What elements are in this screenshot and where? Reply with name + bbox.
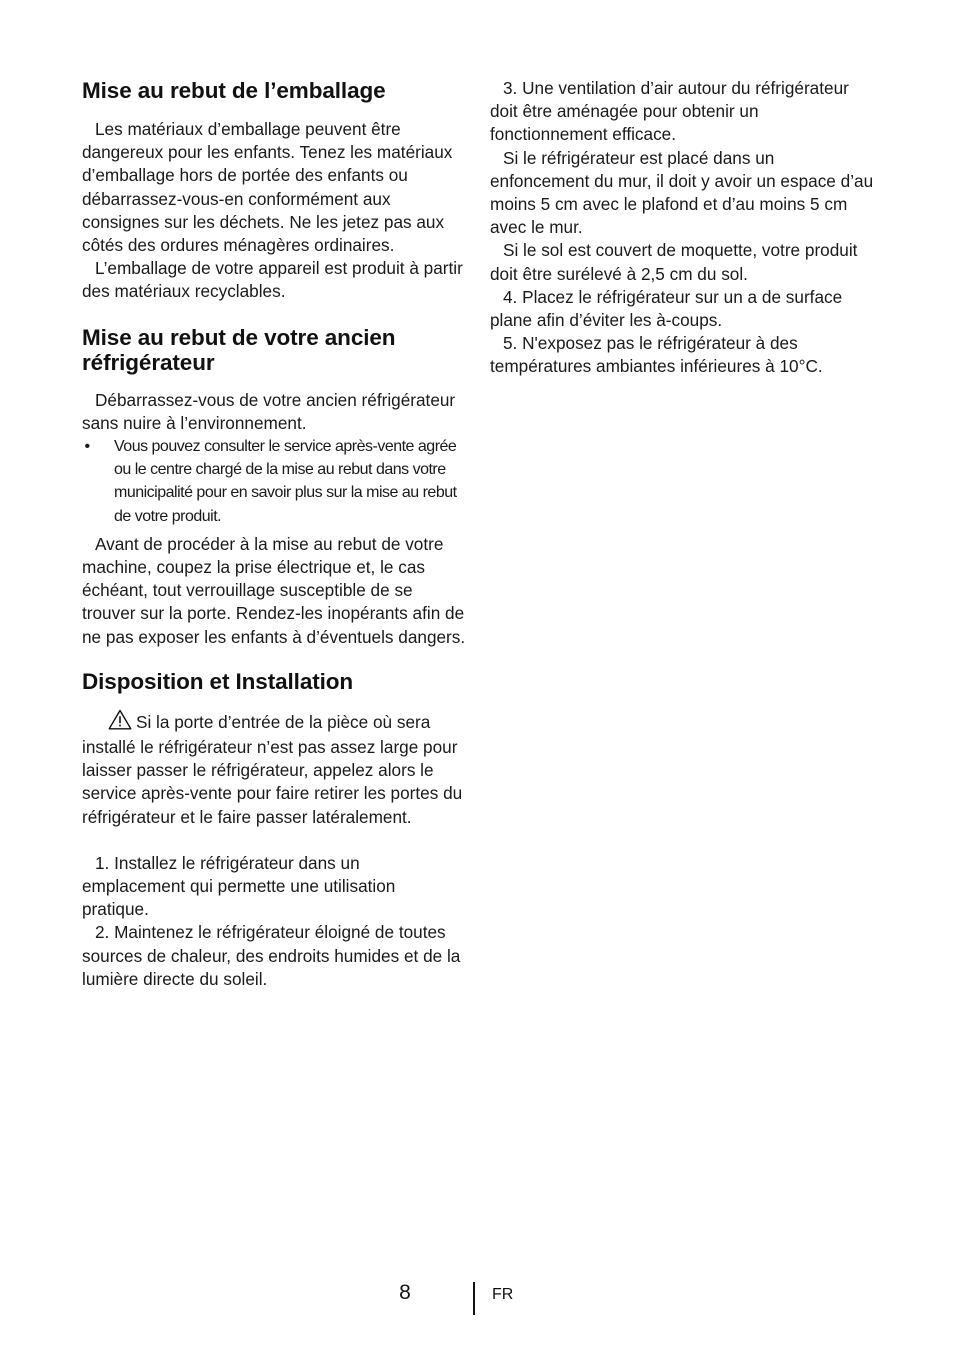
step-1: 1. Installez le réfrigérateur dans un emplacement qui permette une utilisation pratique.	[82, 852, 396, 920]
bullet-item-service	[82, 435, 466, 528]
heading-installation: Disposition et Installation	[82, 668, 354, 694]
heading-packaging-disposal: Mise au rebut de l’emballage	[82, 78, 386, 103]
warning-triangle-icon	[95, 709, 132, 736]
paragraph-environment: Débarrassez-vous de votre ancien réfrigérateur sans nuire à l’environnement.	[82, 389, 456, 433]
step-3: 3. Une ventilation d’air autour du réfrigérateur doit être aménagée pour obtenir un fonctionnement efficace.	[490, 78, 849, 145]
paragraph-wall-recess: Si le réfrigérateur est placé dans un enfoncement du mur, il doit y avoir un espace d’au moins 5 cm avec le plafond et d’au moins 5 cm avec le mur.	[490, 147, 874, 238]
paragraph-carpet: Si le sol est couvert de moquette, votre produit doit être surélevé à 2,5 cm du sol.	[490, 240, 858, 284]
bullet-dot: •	[84, 438, 90, 456]
heading-old-fridge-disposal: Mise au rebut de votre ancien réfrigérateur	[82, 324, 396, 375]
left-column	[82, 0, 466, 991]
step-5: 5. N'exposez pas le réfrigérateur à des températures ambiantes inférieures à 10°C.	[490, 333, 823, 377]
step-2: 2. Maintenez le réfrigérateur éloigné de toutes sources de chaleur, des endroits humides et de la lumière directe du soleil.	[82, 922, 461, 989]
footer-divider	[473, 1282, 475, 1315]
paragraph-unplug: Avant de procéder à la mise au rebut de votre machine, coupez la prise électrique et, le cas échéant, tout verrouillage susceptible de se trouver sur la porte. Rendez-les inopérants afin de ne pas exposer les enfants à d’éventuels dangers.	[82, 533, 466, 647]
language-code: FR	[492, 1286, 514, 1303]
paragraph-packaging-recyclable: L’emballage de votre appareil est produit à partir des matériaux recyclables.	[82, 258, 463, 302]
paragraph-warning	[82, 709, 466, 829]
warning-text: Si la porte d’entrée de la pièce où sera installé le réfrigérateur n’est pas assez large pour laisser passer le réfrigérateur, appelez alors le service après-vente pour faire retirer les portes du réfrigérateur et le faire passer latéralement.	[82, 711, 463, 827]
paragraph-packaging-danger: Les matériaux d’emballage peuvent être dangereux pour les enfants. Tenez les matériaux d’emballage hors de portée des enfants ou débarrassez-vous-en conformément aux consignes sur les déchets. Ne les jetez pas aux côtés des ordures ménagères ordinaires.	[82, 119, 453, 256]
right-column	[490, 0, 874, 379]
bullet-text: Vous pouvez consulter le service après-vente agrée ou le centre chargé de la mise au rebut dans votre municipalité pour en savoir plus sur la mise au rebut de votre produit.	[114, 438, 457, 525]
page-number: 8	[399, 1281, 411, 1304]
step-4: 4. Placez le réfrigérateur sur un a de surface plane afin d’éviter les à-coups.	[490, 286, 843, 331]
